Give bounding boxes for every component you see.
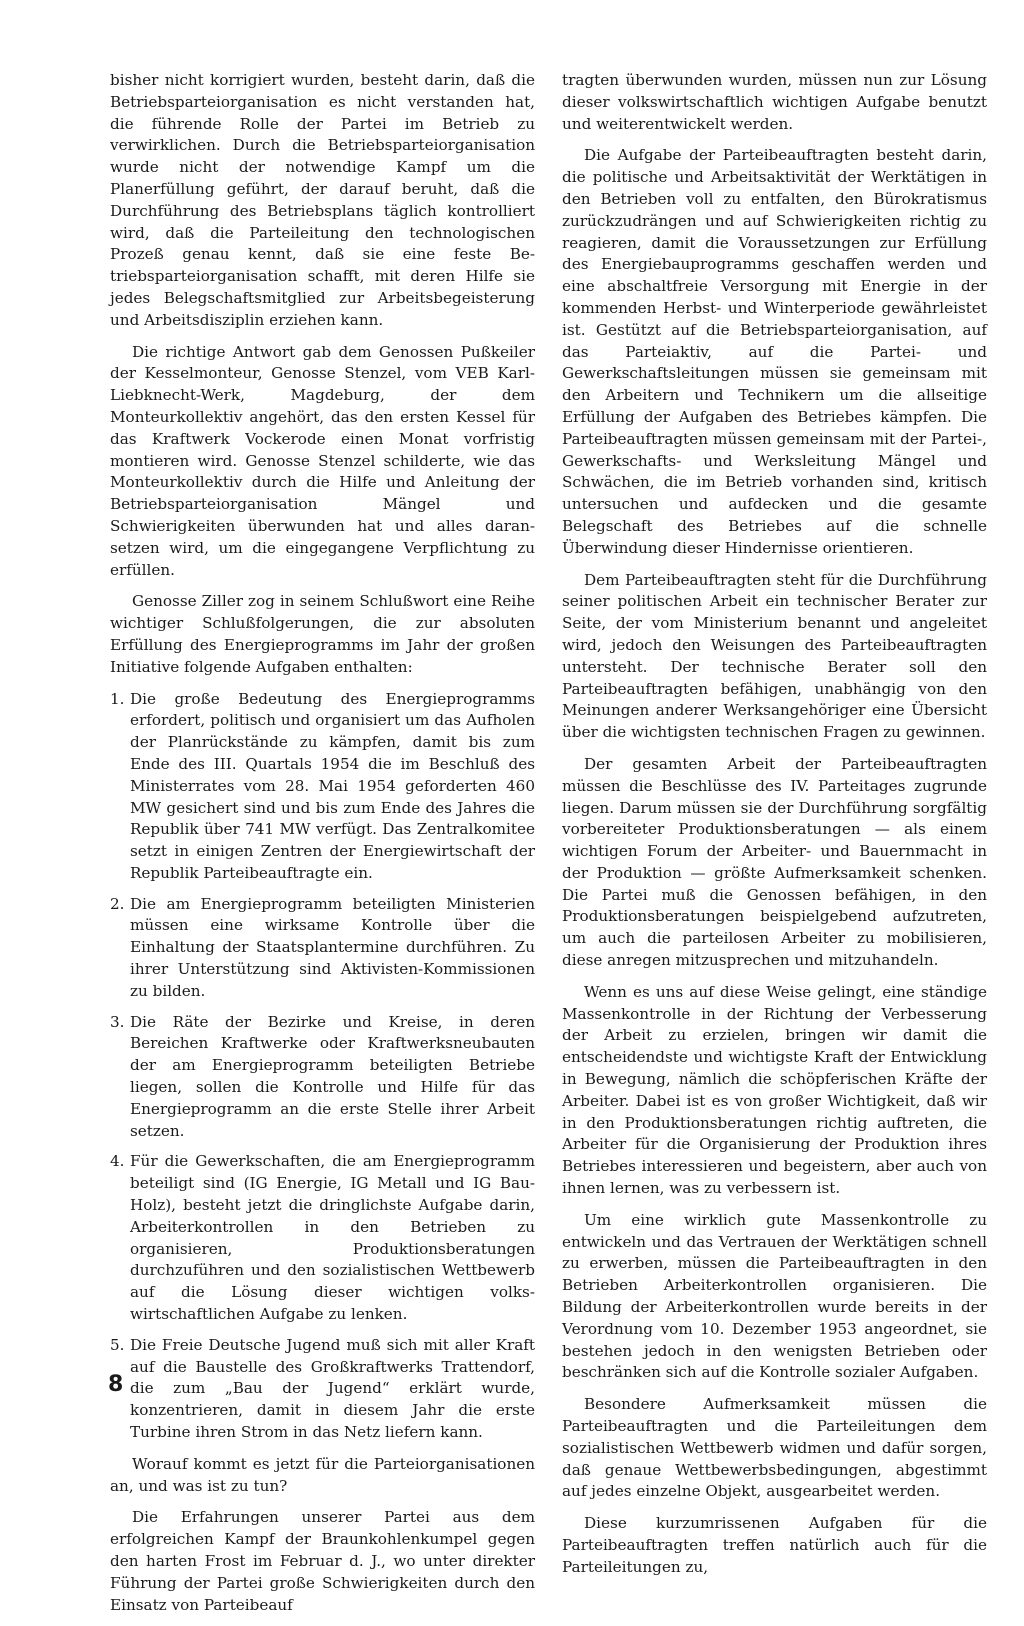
paragraph: tragten überwunden wurden, müssen nun zur Lösung dieser volkswirtschaftlich wichtigen Aufgabe benutzt und weiterentwickelt werden. bbox=[562, 71, 987, 133]
task-text: Die Freie Deutsche Jugend muß sich mit aller Kraft auf die Baustelle des Großkraftwerks Trattendorf, die zum „Bau der Jugend“ erklärt wurde, konzentrieren, damit in diesem Jahr die erste Turbine ihren Strom in das Netz liefern kann. bbox=[130, 1335, 535, 1442]
page-number: 8 bbox=[108, 1372, 124, 1397]
task-number: 2. bbox=[110, 894, 125, 913]
paragraph: Die Erfahrungen unserer Partei aus dem erfolgreichen Kampf der Braunkohlenkumpel gegen den harten Frost im Februar d. J., wo unter direkter Führung der Partei große Schwierigkeiten durch den Einsatz von Parteibeauf bbox=[110, 1508, 535, 1614]
paragraph: bisher nicht korrigiert wurden, besteht darin, daß die Betriebsparteiorganisation es nicht verstanden hat, die führende Rolle der Partei im Betrieb zu verwirklichen. Durch die Betriebsparteiorganisation wurde nicht der notwendige Kampf um die Planerfüllung geführt, der darauf beruht, daß die Durchführung des Betriebsplans täglich kontrolliert wird, daß die Parteileitung den technologischen Prozeß genau kennt, daß sie eine feste Betriebsparteiorganisation schafft, mit deren Hilfe sie jedes Belegschaftsmitglied zur Arbeitsbegeisterung und Arbeitsdisziplin erziehen kann. bbox=[110, 71, 535, 329]
paragraph: Genosse Ziller zog in seinem Schlußwort eine Reihe wichtiger Schlußfolgerungen, die zur absoluten Erfüllung des Energieprogramms im Jahr der großen Initiative folgende Aufgaben enthalten: bbox=[110, 592, 535, 676]
task-number: 4. bbox=[110, 1152, 125, 1171]
paragraph: Die Aufgabe der Parteibeauftragten besteht darin, die politische und Arbeitsaktivität der Werktätigen in den Betrieben voll zu entfalten, den Bürokratismus zurückzudrängen und auf Schwierigkeiten richtig zu reagieren, damit die Voraussetzungen zur Erfüllung des Energiebauprogramms geschaffen werden und eine abschaltfreie Versorgung mit Energie in der kommenden Herbst- und Winterperiode gewährleistet ist. Gestützt auf die Betriebsparteiorganisation, auf das Parteiaktiv, auf die Partei- und Gewerkschaftsleitungen müssen sie gemeinsam mit den Arbeitern und Technikern um die allseitige Erfüllung der Aufgaben des Betriebes kämpfen. Die Parteibeauftragten müssen gemeinsam mit der Partei-, Gewerkschafts- und Werksleitung Mängel und Schwächen, die im Betrieb vorhanden sind, kritisch untersuchen und aufdecken und die gesamte Belegschaft des Betriebes auf die schnelle Überwindung dieser Hindernisse orientieren. bbox=[562, 146, 987, 557]
task-item bbox=[110, 1335, 535, 1444]
task-item bbox=[110, 1012, 535, 1143]
task-item bbox=[110, 894, 535, 1003]
paragraph: Die richtige Antwort gab dem Genossen Pußkeiler der Kesselmonteur, Genosse Stenzel, vom VEB Karl-Liebknecht-Werk, Magdeburg, der dem Monteurkollektiv angehört, das den ersten Kessel für das Kraftwerk Vockerode einen Monat vorfristig montieren wird. Genosse Stenzel schilderte, wie das Monteurkollektiv durch die Hilfe und Anleitung der Betriebsparteiorganisation Mängel und Schwierigkeiten überwunden hat und alles daransetzen wird, um die eingegangene Verpflichtung zu erfüllen. bbox=[110, 342, 535, 579]
task-item bbox=[110, 1151, 535, 1325]
task-number: 1. bbox=[110, 689, 125, 708]
paragraph: Worauf kommt es jetzt für die Parteiorganisationen an, und was ist zu tun? bbox=[110, 1454, 535, 1495]
task-number: 3. bbox=[110, 1012, 125, 1031]
paragraph: Der gesamten Arbeit der Parteibeauftragten müssen die Beschlüsse des IV. Parteitages zugrunde liegen. Darum müssen sie der Durchführung sorgfältig vorbereiteter Produktionsberatungen — als einem wichtigen Forum der Arbeiter- und Bauernmacht in der Produktion — größte Aufmerksamkeit schenken. Die Partei muß die Genossen befähigen, in den Produktionsberatungen beispielgebend aufzutreten, um auch die parteilosen Arbeiter zu mobilisieren, diese anregen mitzusprechen und mitzuhandeln. bbox=[562, 754, 987, 970]
left-column bbox=[110, 70, 535, 1626]
paragraph: Besondere Aufmerksamkeit müssen die Parteibeauftragten und die Parteileitungen dem sozialistischen Wettbewerb widmen und dafür sorgen, daß genaue Wettbewerbsbedingungen, abgestimmt auf jedes einzelne Objekt, ausgearbeitet werden. bbox=[562, 1395, 987, 1501]
task-number: 5. bbox=[110, 1335, 125, 1354]
task-item bbox=[110, 689, 535, 885]
task-text: Die Räte der Bezirke und Kreise, in deren Bereichen Kraftwerke oder Kraftwerksneubauten der am Energieprogramm beteiligten Betriebe liegen, sollen die Kontrolle und Hilfe für das Energieprogramm an die erste Stelle ihrer Arbeit setzen. bbox=[130, 1012, 535, 1140]
paragraph: Dem Parteibeauftragten steht für die Durchführung seiner politischen Arbeit ein technischer Berater zur Seite, der vom Ministerium benannt und angeleitet wird, jedoch den Weisungen des Parteibeauftragten untersteht. Der technische Berater soll den Parteibeauftragten befähigen, unabhängig von den Meinungen anderer Werksangehöriger eine Übersicht über die wichtigsten technischen Fragen zu gewinnen. bbox=[562, 570, 987, 742]
paragraph: Wenn es uns auf diese Weise gelingt, eine ständige Massenkontrolle in der Richtung der Verbesserung der Arbeit zu erzielen, bringen wir damit die entscheidendste und wichtigste Kraft der Entwicklung in Bewegung, nämlich die schöpferischen Kräfte der Arbeiter. Dabei ist es von großer Wichtigkeit, daß wir in den Produktionsberatungen richtig auftreten, die Arbeiter für die Organisierung der Produktion ihres Betriebes interessieren und begeistern, aber auch von ihnen lernen, was zu verbessern ist. bbox=[562, 982, 987, 1198]
task-list bbox=[110, 689, 535, 1444]
right-column bbox=[562, 70, 987, 1589]
task-text: Die am Energieprogramm beteiligten Ministerien müssen eine wirksame Kontrolle über die Einhaltung der Staatsplantermine durchführen. Zu ihrer Unterstützung sind Aktivisten-Kommissionen zu bilden. bbox=[130, 894, 535, 1000]
paragraph: Um eine wirklich gute Massenkontrolle zu entwickeln und das Vertrauen der Werktätigen schnell zu erwerben, müssen die Parteibeauftragten in den Betrieben Arbeiterkontrollen organisieren. Die Bildung der Arbeiterkontrollen wurde bereits in der Verordnung vom 10. Dezember 1953 angeordnet, sie bestehen jedoch in den wenigsten Betrieben oder beschränken sich auf die Kontrolle sozialer Aufgaben. bbox=[562, 1210, 987, 1382]
task-text: Für die Gewerkschaften, die am Energieprogramm beteiligt sind (IG Energie, IG Metall und IG Bau-Holz), besteht jetzt die dringlichste Aufgabe darin, Arbeiterkontrollen in den Betrieben zu organisieren, Produktionsberatungen durchzuführen und den sozialistischen Wettbewerb auf die Lösung dieser wichtigen volkswirtschaftlichen Aufgabe zu lenken. bbox=[130, 1152, 535, 1324]
task-text: Die große Bedeutung des Energieprogramms erfordert, politisch und organisiert um das Aufholen der Planrückstände zu kämpfen, damit bis zum Ende des III. Quartals 1954 die im Beschluß des Ministerrates vom 28. Mai 1954 geforderten 460 MW gesichert sind und bis zum Ende des Jahres die Republik über 741 MW verfügt. Das Zentralkomitee setzt in einigen Zentren der Energiewirtschaft der Republik Parteibeauftragte ein. bbox=[130, 689, 535, 882]
paragraph: Diese kurzumrissenen Aufgaben für die Parteibeauftragten treffen natürlich auch für die Parteileitungen zu, bbox=[562, 1514, 987, 1576]
